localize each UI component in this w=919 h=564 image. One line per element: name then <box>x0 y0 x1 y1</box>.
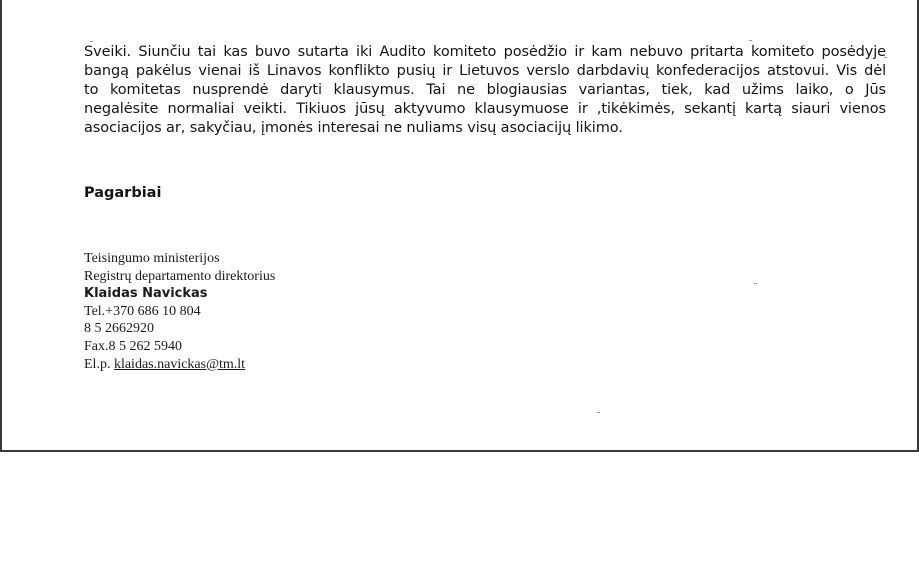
signature-email-line <box>84 356 275 374</box>
scan-speck <box>749 40 752 41</box>
signature-title-line: Registrų departamento direktorius <box>84 268 276 284</box>
signature-org-line: Teisingumo ministerijos <box>84 251 220 266</box>
signature-email-prefix: El.p. <box>84 356 114 372</box>
signature-name: Klaidas Navickas <box>84 286 208 302</box>
scan-speck <box>90 41 93 42</box>
letter-body <box>84 43 886 138</box>
letter-line: Sveiki. Siunčiu tai kas buvo sutarta iki Audito komiteto posėdžio ir kam nebuvo pritarta komiteto posėdyje <box>84 44 886 60</box>
signature-block <box>84 250 275 373</box>
letter-line: negalėsite normaliai veikti. Tikiuos jūsų aktyvumo klausymuose ir ,tikėkimės, sekantį kartą siauri vienos <box>84 101 886 117</box>
signature-fax: Fax.8 5 262 5940 <box>84 338 182 354</box>
scan-speck <box>597 412 600 413</box>
letter-line: to komitetas nusprendė daryti klausymus. Tai ne blogiausias variantas, tiek, kad užims laiko, o Jūs <box>84 82 886 98</box>
letter-line: bangą pakėlus vienai iš Linavos konflikto pusių ir Lietuvos verslo darbdavių konfederacijos atstovui. Vis dėl <box>84 63 886 79</box>
scan-speck <box>754 283 757 284</box>
letter-closing: Pagarbiai <box>84 185 162 201</box>
signature-email-link[interactable]: klaidas.navickas@tm.lt <box>113 356 246 372</box>
letter-line: asociacijos ar, sakyčiau, įmonės interesai ne nuliams visų asociacijų likimo. <box>84 120 623 136</box>
signature-tel: Tel.+370 686 10 804 <box>84 303 201 319</box>
signature-phone: 8 5 2662920 <box>84 321 154 337</box>
